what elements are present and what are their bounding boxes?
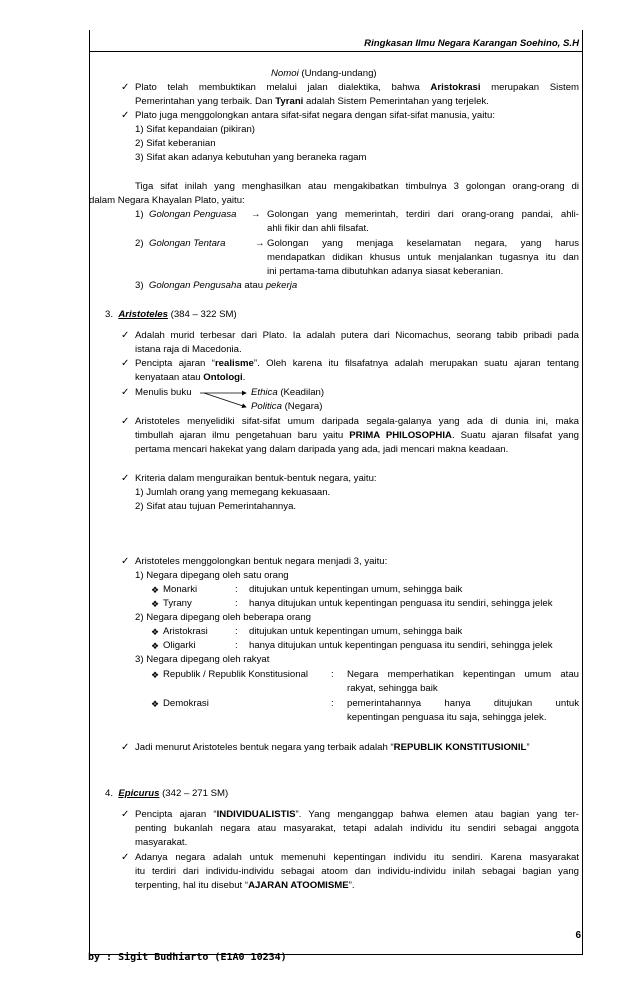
form-demokrasi: Demokrasi	[163, 698, 209, 709]
text: Pencipta ajaran “	[135, 358, 215, 369]
book-ethica	[251, 386, 324, 400]
form-tyrany-desc: hanya ditujukan untuk kepentingan penguasa itu sendiri, sehingga jelek	[249, 598, 553, 609]
text: Pencipta ajaran “	[135, 809, 217, 820]
check-icon: ✓	[121, 110, 130, 121]
text: atau	[241, 280, 266, 291]
golongan-1-desc-line-1: Golongan yang memerintah, terdiri dari orang-orang pandai, ahli-	[267, 209, 579, 220]
check-icon: ✓	[121, 330, 130, 341]
golongan-2-name: Golongan Tentara	[149, 238, 226, 249]
colon: :	[331, 669, 334, 680]
aristoteles-bullet-3: Menulis buku	[135, 387, 192, 398]
golongan-2-num: 2)	[135, 238, 144, 249]
book-subtitle: (Keadilan)	[277, 387, 325, 398]
section-epicurus-heading	[105, 787, 228, 801]
text: kenyataan atau	[135, 372, 204, 383]
book-politica	[251, 400, 322, 414]
text: adalah Sistem Pemerintahan yang terjelek.	[303, 96, 489, 107]
term-ajaran-atoomisme: AJARAN ATOOMISME	[248, 880, 349, 891]
aristoteles-bullet-5: Kriteria dalam menguraikan bentuk-bentuk negara, yaitu:	[135, 473, 377, 484]
golongan-1-name: Golongan Penguasa	[149, 209, 237, 220]
form-aristokrasi-desc: ditujukan untuk kepentingan umum, sehingga baik	[249, 626, 463, 637]
term-tyrani: Tyrani	[275, 96, 304, 107]
running-header: Ringkasan Ilmu Negara Karangan Soehino, S.H	[364, 38, 579, 49]
aristoteles-bullet-4-line-2	[135, 429, 579, 443]
aristoteles-conclusion	[135, 741, 530, 755]
aristoteles-bullet-1-line-1: Adalah murid terbesar dari Plato. Ia adalah putera dari Nicomachus, seorang tabib pribadi pada	[135, 330, 579, 341]
form-oligarki-desc: hanya ditujukan untuk kepentingan penguasa itu sendiri, sehingga jelek	[249, 640, 553, 651]
colon: :	[235, 626, 238, 637]
golongan-2-desc-line-1: Golongan yang menjaga keselamatan negara, yang harus	[267, 238, 579, 249]
form-monarki-desc: ditujukan untuk kepentingan umum, sehingga baik	[249, 584, 463, 595]
form-demokrasi-desc-line-2: kepentingan penguasa itu saja, sehingga jelek.	[347, 712, 547, 723]
check-icon: ✓	[121, 742, 130, 753]
book-subtitle: (Negara)	[281, 401, 323, 412]
page-number: 6	[575, 930, 581, 941]
text: terpenting, hal itu disebut “	[135, 880, 249, 891]
diamond-icon: ❖	[151, 599, 160, 609]
epicurus-bullet-2-line-2: itu terdiri dari individu-individu sebagai atoom dan individu-individu inilah sebagai bagian yang	[135, 866, 579, 877]
text: ”	[526, 742, 530, 753]
section-years: (342 – 271 SM)	[159, 788, 229, 799]
colon: :	[331, 698, 334, 709]
check-icon: ✓	[121, 809, 130, 820]
footer-author: by : Sigit Budhiarto (E1A0 10234)	[88, 952, 287, 963]
section-number: 4.	[105, 788, 114, 799]
check-icon: ✓	[121, 358, 130, 369]
aristoteles-bullet-6: Aristoteles menggolongkan bentuk negara menjadi 3, yaitu:	[135, 556, 388, 567]
form-tyrany: Tyrany	[163, 598, 192, 609]
epicurus-bullet-1-line-1	[135, 808, 579, 822]
golongan-2-desc-line-3: ini pertama-tama dibutuhkan adanya siasat keberanian.	[267, 266, 504, 277]
diamond-icon: ❖	[151, 699, 160, 709]
term-ontologi: Ontologi	[203, 372, 243, 383]
golongan-3-alt: pekerja	[265, 280, 298, 291]
form-aristokrasi: Aristokrasi	[163, 626, 208, 637]
kriteria-item-2: 2) Sifat atau tujuan Pemerintahannya.	[135, 501, 297, 512]
term-aristokrasi: Aristokrasi	[430, 82, 481, 93]
section-number: 3.	[105, 309, 114, 320]
book-title: Politica	[251, 401, 282, 412]
golongan-3-num: 3)	[135, 280, 144, 291]
negara-group-1: 1) Negara dipegang oleh satu orang	[135, 570, 289, 581]
text: ”. Yang menganggap bahwa elemen atau bagian yang ter-	[295, 809, 579, 820]
text: Pemerintahan yang terbaik. Dan	[135, 96, 276, 107]
book-title: Ethica	[251, 387, 278, 398]
sifat-item-3: 3) Sifat akan adanya kebutuhan yang beraneka ragam	[135, 152, 367, 163]
nomoi-meaning: (Undang-undang)	[298, 68, 377, 79]
golongan-3-name: Golongan Pengusaha	[148, 280, 242, 291]
aristoteles-bullet-4-line-3: pertama mencari hakekat yang dalam daripada yang ada, jadi mencari makna keadaan.	[135, 444, 509, 455]
section-name: Aristoteles	[118, 309, 168, 320]
text: ”.	[348, 880, 355, 891]
term-individualistis: INDIVIDUALISTIS	[216, 809, 296, 820]
section-name: Epicurus	[118, 788, 160, 799]
section-years: (384 – 322 SM)	[167, 309, 237, 320]
check-icon: ✓	[121, 82, 130, 93]
epicurus-bullet-1-line-2: penting bukanlah negara atau masyarakat, tetapi adalah individu itu sendiri sebagai anggota	[135, 823, 579, 834]
form-monarki: Monarki	[163, 584, 198, 595]
text: merupakan Sistem	[491, 82, 580, 93]
check-icon: ✓	[121, 852, 130, 863]
arrow-right-icon: →	[255, 238, 265, 249]
aristoteles-bullet-4-line-1: Aristoteles menyelidiki sifat-sifat umum daripada segala-galanya yang ada di dunia ini, maka	[135, 416, 579, 427]
golongan-1-desc-line-2: ahli fikir dan ahli filsafat.	[267, 223, 369, 234]
form-republik-desc-line-1: Negara memperhatikan kepentingan umum atau	[347, 669, 579, 680]
text: timbullah ajaran ilmu pengetahuan baru yaitu	[135, 430, 350, 441]
golongan-intro-line-1: Tiga sifat inilah yang menghasilkan atau mengakibatkan timbulnya 3 golongan orang-orang di	[135, 181, 579, 192]
text: ”. Oleh karena itu filsafatnya adalah merupakan suatu ajaran tentang	[253, 358, 579, 369]
text: .	[242, 372, 246, 383]
text: Jadi menurut Aristoteles bentuk negara yang terbaik adalah “	[135, 742, 394, 753]
check-icon: ✓	[121, 387, 130, 398]
aristoteles-bullet-1-line-2: istana raja di Macedonia.	[135, 344, 242, 355]
check-icon: ✓	[121, 416, 130, 427]
negara-group-3: 3) Negara dipegang oleh rakyat	[135, 654, 270, 665]
term-prima-philosophia: PRIMA PHILOSOPHIA	[349, 430, 452, 441]
arrow-right-icon: →	[251, 209, 261, 220]
check-icon: ✓	[121, 556, 130, 567]
text: Plato telah membuktikan melalui jalan dialektika, bahwa	[135, 82, 420, 93]
golongan-1-num: 1)	[135, 209, 144, 220]
diamond-icon: ❖	[151, 670, 160, 680]
form-republik: Republik / Republik Konstitusional	[163, 669, 309, 680]
sifat-item-2: 2) Sifat keberanian	[135, 138, 216, 149]
form-demokrasi-desc-line-1: pemerintahannya hanya ditujukan untuk	[347, 698, 579, 709]
text: . Suatu ajaran filsafat yang	[451, 430, 579, 441]
form-oligarki: Oligarki	[163, 640, 196, 651]
colon: :	[235, 598, 238, 609]
nomoi-term: Nomoi	[271, 68, 299, 79]
term-republik-konstitusionil: REPUBLIK KONSTITUSIONIL	[393, 742, 527, 753]
epicurus-bullet-2-line-1: Adanya negara adalah untuk memenuhi kepentingan individu itu sendiri. Karena masyarakat	[135, 852, 579, 863]
colon: :	[235, 640, 238, 651]
epicurus-bullet-2-line-3	[135, 879, 355, 893]
epicurus-bullet-1-line-3: masyarakat.	[135, 837, 188, 848]
check-icon: ✓	[121, 473, 130, 484]
golongan-2-desc-line-2: mendapatkan didikan khusus untuk menjalankan tugasnya itu dan	[267, 252, 579, 263]
form-republik-desc-line-2: rakyat, sehingga baik	[347, 683, 438, 694]
diamond-icon: ❖	[151, 641, 160, 651]
plato-bullet-2: Plato juga menggolongkan antara sifat-sifat negara dengan sifat-sifat manusia, yaitu:	[135, 110, 495, 121]
colon: :	[235, 584, 238, 595]
diamond-icon: ❖	[151, 585, 160, 595]
negara-group-2: 2) Negara dipegang oleh beberapa orang	[135, 612, 312, 623]
sifat-item-1: 1) Sifat kepandaian (pikiran)	[135, 124, 255, 135]
diamond-icon: ❖	[151, 627, 160, 637]
kriteria-item-1: 1) Jumlah orang yang memegang kekuasaan.	[135, 487, 331, 498]
golongan-intro-line-2: dalam Negara Khayalan Plato, yaitu:	[89, 195, 245, 206]
term-realisme: realisme	[214, 358, 254, 369]
